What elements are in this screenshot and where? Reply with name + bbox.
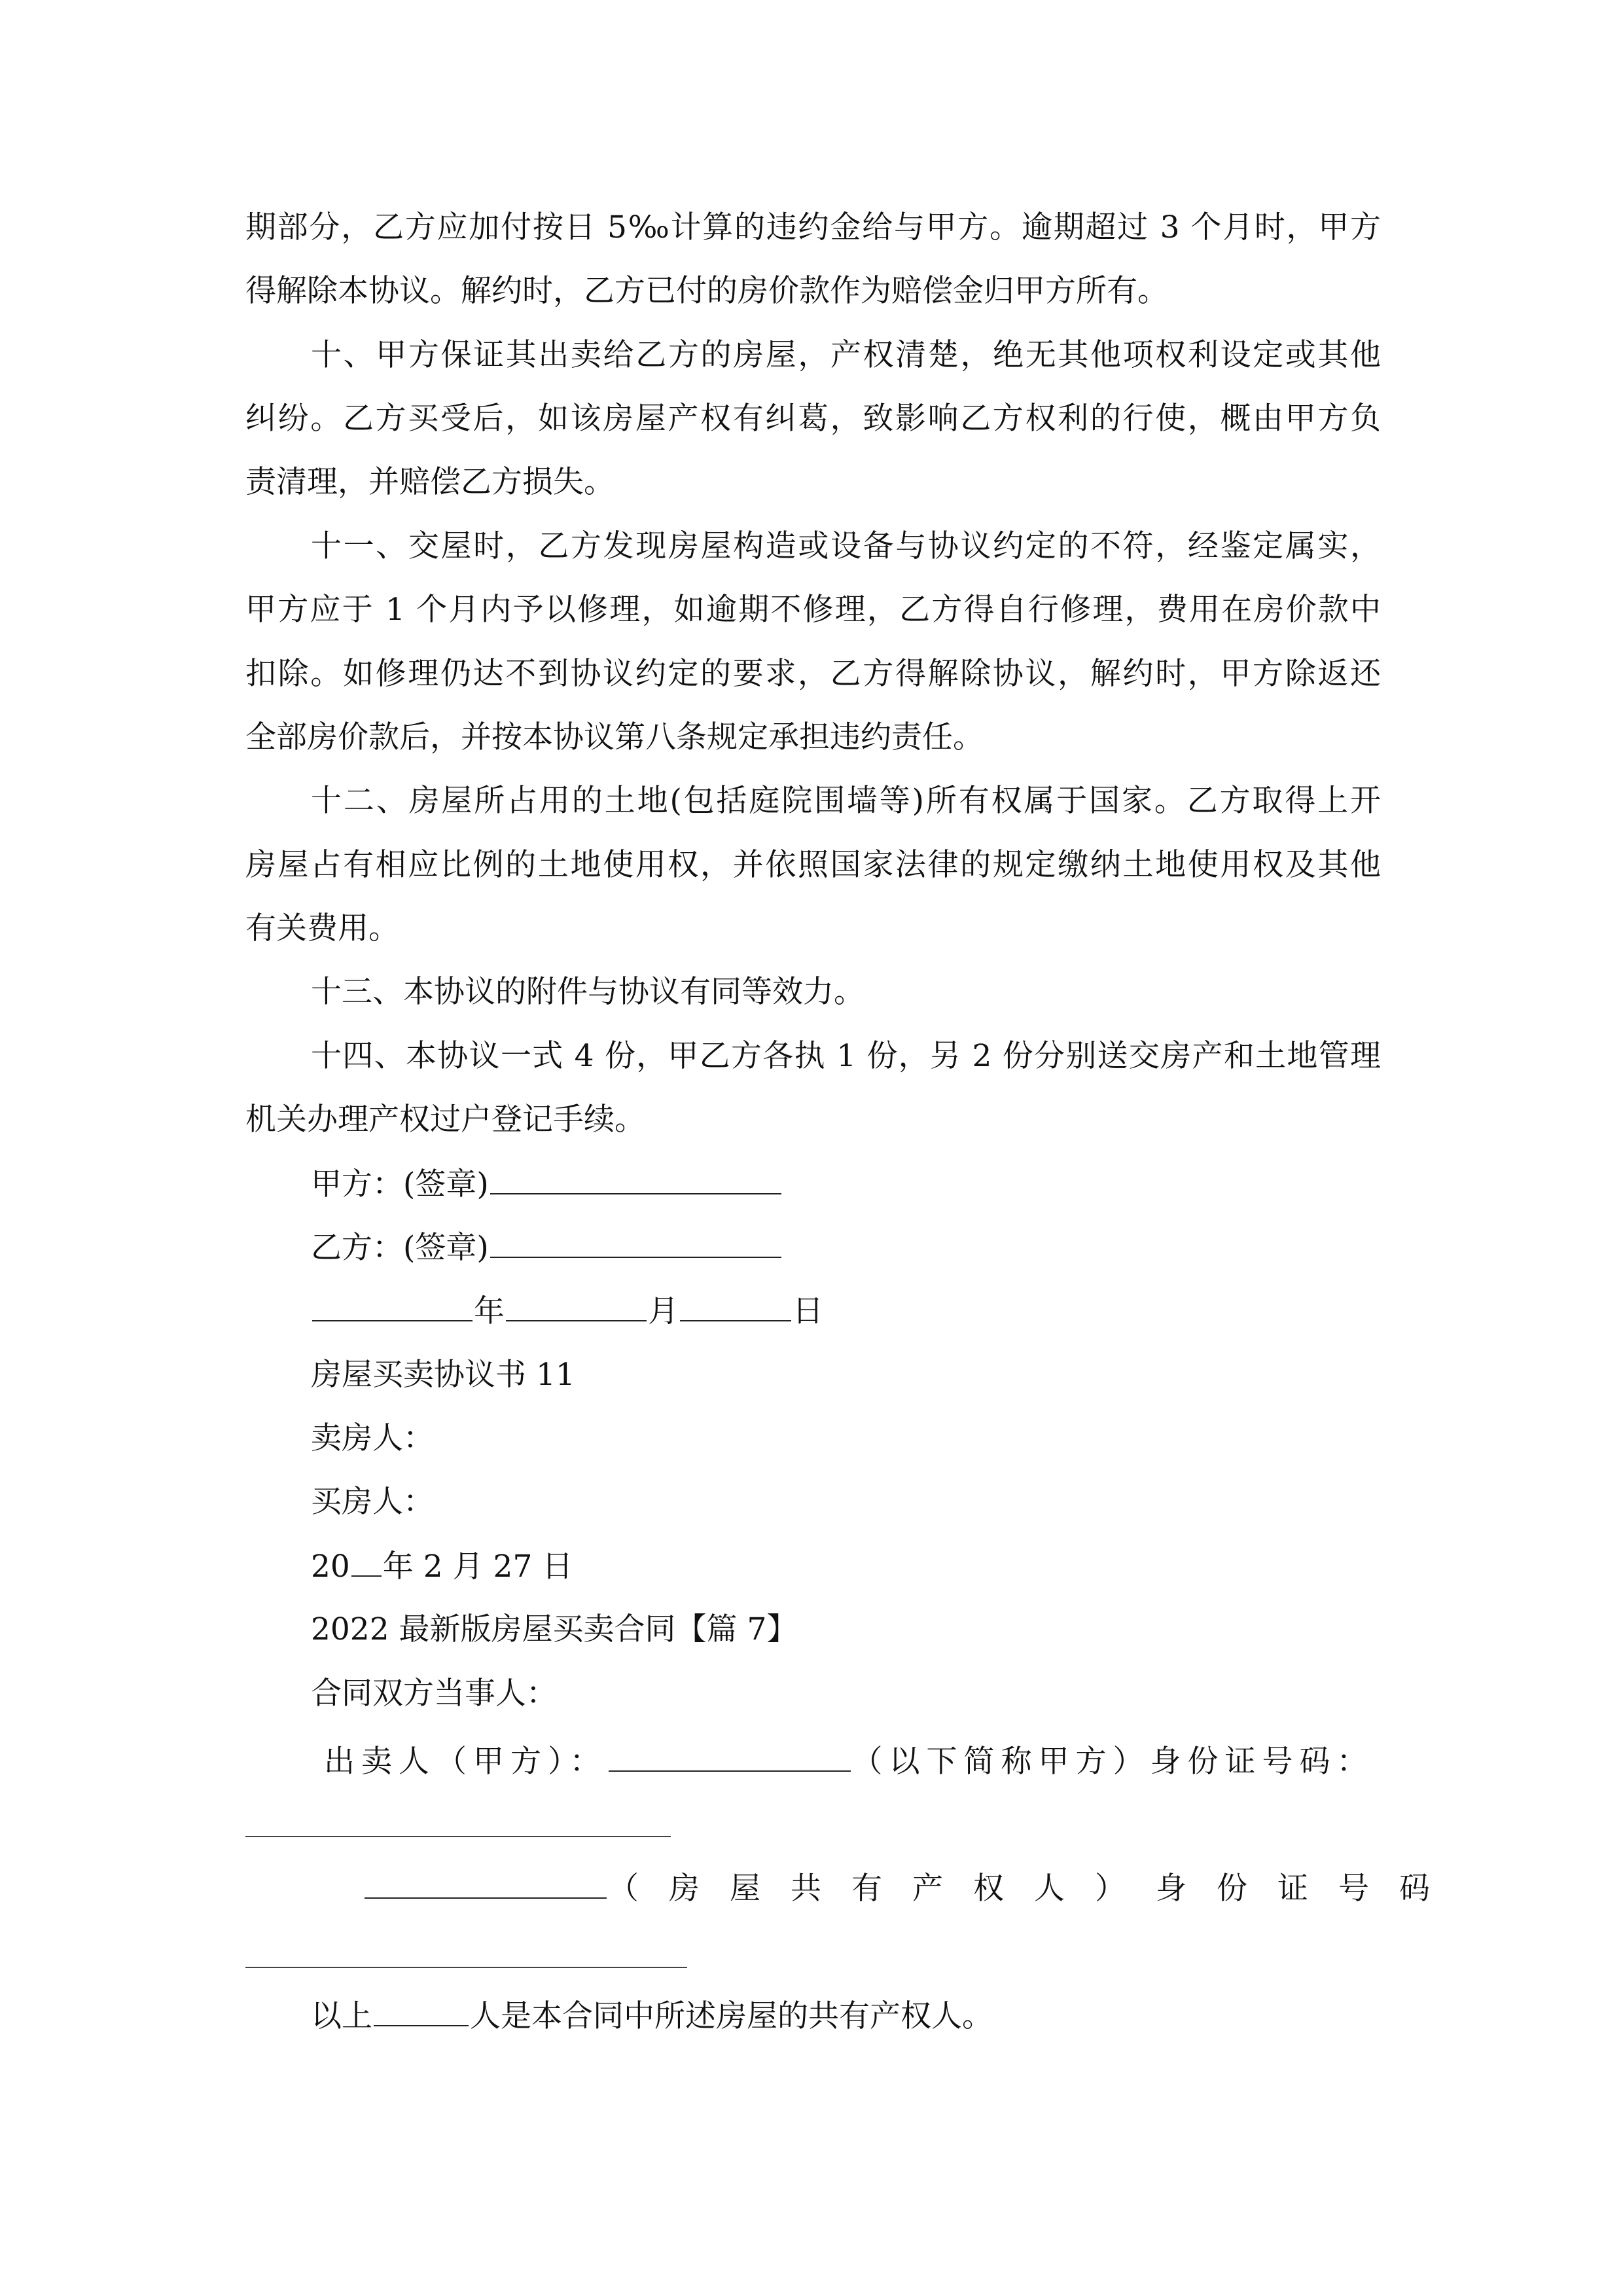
clause-12-line-2: 房屋占有相应比例的土地使用权，并依照国家法律的规定缴纳土地使用权及其他 — [245, 847, 1381, 883]
seller-label: 出卖人（甲方）： — [324, 1744, 607, 1780]
signature-date — [311, 1291, 1381, 1331]
coowner-label: （房屋共有产权人）身份证号码 — [608, 1871, 1460, 1907]
seller-line: 卖房人： — [311, 1420, 434, 1456]
seller-id-label: （以下简称甲方）身份证号码： — [851, 1744, 1374, 1780]
party-a-signature — [311, 1164, 1381, 1204]
day-label: 日 — [793, 1293, 823, 1329]
coowner-line — [363, 1869, 1460, 1909]
above-prefix: 以上 — [311, 1998, 372, 2034]
clause-10-line-2: 纠纷。乙方买受后，如该房屋产权有纠葛，致影响乙方权利的行使，概由甲方负 — [245, 401, 1381, 437]
party-a-signature-blank — [490, 1164, 781, 1194]
clause-14-line-1: 十四、本协议一式 4 份，甲乙方各执 1 份，另 2 份分别送交房产和土地管理 — [311, 1038, 1381, 1074]
month-blank — [506, 1291, 647, 1321]
party-b-signature-blank — [490, 1228, 781, 1258]
above-suffix: 人是本合同中所述房屋的共有产权人。 — [470, 1998, 993, 2034]
seller-name-blank — [609, 1742, 851, 1772]
seller-id-line — [324, 1742, 1381, 1782]
clause-10-line-1: 十、甲方保证其出卖给乙方的房屋，产权清楚，绝无其他项权利设定或其他 — [311, 337, 1381, 373]
coowner-count-blank — [374, 1996, 469, 2026]
clause-9-line-2: 得解除本协议。解约时，乙方已付的房价款作为赔偿金归甲方所有。 — [245, 273, 1168, 309]
agreement-11-title: 房屋买卖协议书 11 — [311, 1357, 575, 1393]
party-b-label: 乙方：(签章) — [311, 1230, 489, 1266]
buyer-line: 买房人： — [311, 1484, 434, 1520]
agreement-11-date — [311, 1547, 1381, 1587]
contract-parties-label: 合同双方当事人： — [311, 1676, 557, 1712]
seller-id-blank — [245, 1836, 671, 1837]
clause-11-line-1: 十一、交屋时，乙方发现房屋构造或设备与协议约定的不符，经鉴定属实， — [311, 528, 1381, 564]
clause-14-line-2: 机关办理产权过户登记手续。 — [245, 1102, 645, 1138]
year-label: 年 — [474, 1293, 505, 1329]
date-year-blank — [351, 1547, 382, 1577]
coowner-count-line — [311, 1996, 1381, 2036]
clause-11-line-4: 全部房价款后，并按本协议第八条规定承担违约责任。 — [245, 719, 984, 755]
month-label: 月 — [648, 1293, 679, 1329]
clause-13-line-1: 十三、本协议的附件与协议有同等效力。 — [311, 974, 865, 1010]
clause-12-line-3: 有关费用。 — [245, 910, 399, 946]
party-a-label: 甲方：(签章) — [311, 1166, 489, 1202]
year-blank — [312, 1291, 473, 1321]
date-suffix: 年 2 月 27 日 — [382, 1549, 573, 1585]
clause-11-line-2: 甲方应于 1 个月内予以修理，如逾期不修理，乙方得自行修理，费用在房价款中 — [245, 592, 1381, 628]
coowner-name-blank — [365, 1869, 607, 1899]
coowner-id-blank — [245, 1967, 687, 1968]
date-prefix: 20 — [311, 1549, 350, 1585]
clause-12-line-1: 十二、房屋所占用的土地(包括庭院围墙等)所有权属于国家。乙方取得上开 — [311, 783, 1381, 819]
party-b-signature — [311, 1228, 1381, 1268]
clause-9-line-1: 期部分，乙方应加付按日 5‰计算的违约金给与甲方。逾期超过 3 个月时，甲方 — [245, 209, 1381, 245]
contract-7-heading: 2022 最新版房屋买卖合同【篇 7】 — [311, 1611, 798, 1647]
clause-11-line-3: 扣除。如修理仍达不到协议约定的要求，乙方得解除协议，解约时，甲方除返还 — [245, 656, 1381, 692]
clause-10-line-3: 责清理，并赔偿乙方损失。 — [245, 464, 615, 500]
day-blank — [680, 1291, 791, 1321]
